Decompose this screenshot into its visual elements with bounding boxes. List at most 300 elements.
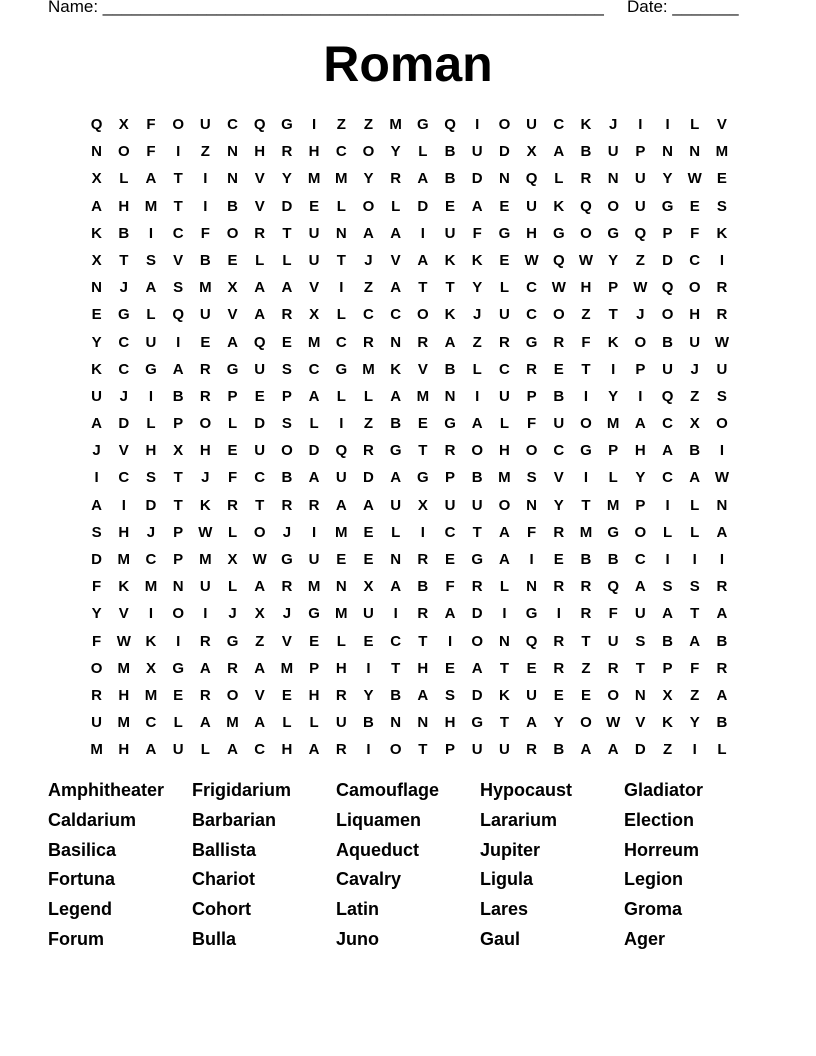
grid-letter: U bbox=[607, 632, 619, 650]
grid-letter: F bbox=[527, 523, 537, 541]
grid-row bbox=[83, 546, 736, 573]
grid-letter: F bbox=[146, 116, 156, 133]
grid-letter: A bbox=[634, 578, 646, 596]
grid-letter: U bbox=[716, 360, 728, 378]
grid-letter: R bbox=[227, 496, 238, 514]
grid-letter: J bbox=[282, 605, 292, 623]
grid-row bbox=[83, 247, 736, 274]
grid-letter: Z bbox=[690, 387, 700, 405]
grid-letter: D bbox=[308, 442, 320, 460]
grid-letter: X bbox=[173, 442, 184, 460]
grid-letter: V bbox=[417, 360, 428, 378]
grid-letter: I bbox=[94, 469, 99, 487]
word-bank-word: Hypocaust bbox=[480, 780, 573, 800]
grid-row bbox=[83, 138, 736, 165]
grid-letter: R bbox=[281, 306, 293, 324]
grid-letter: T bbox=[173, 496, 183, 514]
grid-letter: C bbox=[118, 333, 130, 351]
grid-letter: P bbox=[662, 224, 673, 242]
grid-letter: I bbox=[176, 632, 181, 650]
grid-letter: B bbox=[580, 551, 592, 568]
grid-letter: L bbox=[363, 387, 374, 405]
grid-letter: Y bbox=[390, 143, 401, 161]
grid-letter: T bbox=[445, 279, 455, 297]
grid-letter: Q bbox=[634, 224, 647, 242]
grid-letter: S bbox=[145, 251, 156, 269]
grid-letter: G bbox=[145, 360, 157, 378]
grid-letter: A bbox=[199, 714, 211, 732]
grid-row bbox=[83, 165, 736, 192]
grid-letter: L bbox=[227, 578, 238, 596]
grid-letter: Q bbox=[525, 170, 538, 188]
grid-letter: G bbox=[226, 632, 239, 650]
grid-letter: B bbox=[662, 632, 673, 650]
grid-letter: O bbox=[389, 741, 402, 759]
word-bank-word: Forum bbox=[48, 928, 104, 949]
grid-letter: O bbox=[634, 333, 647, 351]
grid-letter: F bbox=[690, 659, 700, 677]
grid-letter: E bbox=[227, 442, 238, 460]
grid-letter: I bbox=[692, 741, 697, 759]
grid-letter: J bbox=[146, 523, 156, 541]
grid-letter: A bbox=[91, 496, 103, 514]
grid-letter: X bbox=[417, 496, 428, 514]
grid-letter: M bbox=[226, 714, 239, 732]
grid-letter: O bbox=[661, 306, 674, 324]
grid-letter: A bbox=[254, 714, 266, 732]
grid-letter: I bbox=[447, 632, 453, 650]
grid-letter: R bbox=[526, 741, 538, 759]
grid-letter: P bbox=[173, 523, 184, 541]
grid-letter: I bbox=[366, 659, 371, 677]
grid-letter: L bbox=[336, 197, 346, 215]
grid-letter: R bbox=[281, 143, 293, 161]
grid-letter: T bbox=[418, 741, 428, 759]
grid-letter: L bbox=[717, 741, 727, 759]
grid-letter: M bbox=[416, 387, 430, 405]
grid-letter: V bbox=[118, 442, 129, 460]
grid-letter: J bbox=[228, 605, 237, 623]
grid-letter: K bbox=[471, 251, 483, 269]
grid-letter: U bbox=[689, 333, 701, 351]
word-bank-word: Legion bbox=[624, 869, 683, 890]
grid-letter: S bbox=[716, 387, 727, 405]
grid-letter: T bbox=[635, 659, 645, 677]
grid-letter: C bbox=[526, 279, 538, 297]
grid-letter: U bbox=[444, 496, 456, 514]
grid-letter: O bbox=[362, 143, 375, 161]
word-bank-word: Aqueduct bbox=[336, 839, 419, 860]
grid-letter: U bbox=[553, 415, 565, 433]
grid-letter: H bbox=[118, 197, 130, 215]
grid-letter: L bbox=[282, 714, 292, 732]
grid-letter: L bbox=[309, 714, 319, 732]
grid-row bbox=[83, 464, 736, 491]
grid-letter: K bbox=[199, 496, 211, 514]
grid-letter: Y bbox=[662, 170, 673, 188]
grid-letter: R bbox=[716, 578, 728, 596]
grid-letter: A bbox=[662, 605, 673, 623]
grid-letter: D bbox=[634, 741, 646, 759]
grid-letter: A bbox=[471, 415, 483, 433]
grid-letter: O bbox=[417, 306, 429, 324]
word-bank-word: Ligula bbox=[480, 869, 533, 890]
grid-letter: G bbox=[498, 224, 511, 242]
grid-letter: A bbox=[390, 224, 402, 242]
grid-letter: T bbox=[581, 496, 591, 514]
grid-letter: M bbox=[715, 143, 729, 161]
grid-letter: A bbox=[254, 578, 266, 596]
grid-letter: A bbox=[390, 387, 402, 405]
grid-letter: L bbox=[690, 116, 700, 133]
grid-letter: F bbox=[146, 143, 156, 161]
grid-letter: A bbox=[716, 605, 728, 623]
grid-letter: U bbox=[662, 360, 673, 378]
grid-letter: M bbox=[362, 360, 375, 378]
grid-letter: L bbox=[499, 578, 509, 596]
grid-letter: U bbox=[471, 496, 483, 514]
word-bank-column bbox=[624, 779, 768, 958]
grid-letter: O bbox=[281, 442, 293, 460]
grid-letter: U bbox=[444, 224, 456, 242]
grid-letter: M bbox=[606, 415, 620, 433]
word-bank-word: Caldarium bbox=[48, 809, 137, 830]
grid-letter: U bbox=[607, 143, 619, 161]
grid-letter: U bbox=[254, 442, 266, 460]
grid-letter: P bbox=[635, 496, 646, 514]
grid-letter: W bbox=[714, 333, 729, 351]
grid-letter: B bbox=[580, 143, 592, 161]
grid-letter: A bbox=[227, 741, 238, 759]
grid-letter: O bbox=[172, 605, 184, 623]
grid-letter: T bbox=[608, 306, 618, 324]
grid-letter: P bbox=[662, 659, 673, 677]
grid-letter: K bbox=[390, 360, 402, 378]
grid-letter: A bbox=[417, 251, 429, 269]
grid-letter: U bbox=[634, 197, 646, 215]
grid-letter: B bbox=[281, 469, 293, 487]
grid-letter: C bbox=[254, 741, 266, 759]
grid-letter: L bbox=[391, 197, 401, 215]
grid-letter: I bbox=[583, 469, 589, 487]
grid-letter: L bbox=[227, 415, 238, 433]
grid-letter: C bbox=[662, 469, 673, 487]
grid-letter: E bbox=[417, 415, 428, 433]
grid-letter: O bbox=[117, 143, 130, 161]
grid-letter: T bbox=[173, 197, 183, 215]
grid-letter: H bbox=[444, 714, 456, 732]
grid-letter: A bbox=[172, 360, 184, 378]
grid-letter: P bbox=[608, 442, 619, 460]
grid-letter: I bbox=[176, 333, 181, 351]
grid-letter: Q bbox=[335, 442, 348, 460]
grid-letter: I bbox=[203, 605, 208, 623]
grid-letter: E bbox=[526, 659, 537, 677]
grid-letter: V bbox=[281, 632, 292, 650]
grid-letter: R bbox=[607, 659, 619, 677]
grid-letter: H bbox=[254, 143, 266, 161]
grid-letter: B bbox=[553, 741, 565, 759]
grid-letter: L bbox=[499, 279, 509, 297]
grid-letter: R bbox=[716, 306, 728, 324]
grid-row bbox=[83, 736, 736, 763]
grid-letter: U bbox=[308, 251, 320, 269]
grid-letter: U bbox=[498, 741, 510, 759]
word-bank-word: Bulla bbox=[192, 928, 237, 949]
word-bank-word: Legend bbox=[48, 899, 113, 920]
grid-letter: O bbox=[498, 496, 511, 514]
grid-letter: A bbox=[498, 523, 510, 541]
grid-letter: E bbox=[499, 197, 510, 215]
grid-letter: M bbox=[579, 523, 593, 541]
grid-letter: G bbox=[335, 360, 348, 378]
grid-row bbox=[83, 682, 736, 709]
grid-letter: V bbox=[173, 251, 184, 269]
grid-letter: X bbox=[689, 415, 700, 433]
grid-letter: N bbox=[498, 170, 510, 188]
grid-letter: G bbox=[444, 415, 456, 433]
grid-letter: U bbox=[199, 578, 211, 596]
grid-letter: C bbox=[118, 469, 130, 487]
grid-letter: X bbox=[91, 170, 102, 188]
grid-letter: O bbox=[580, 415, 592, 433]
grid-letter: L bbox=[662, 523, 673, 541]
grid-letter: I bbox=[611, 360, 616, 378]
grid-letter: L bbox=[282, 251, 292, 269]
grid-letter: A bbox=[254, 279, 266, 297]
grid-letter: L bbox=[472, 360, 482, 378]
grid-letter: U bbox=[335, 469, 347, 487]
grid-letter: S bbox=[281, 415, 292, 433]
grid-letter: M bbox=[335, 170, 348, 188]
grid-letter: H bbox=[281, 741, 293, 759]
grid-letter: U bbox=[91, 714, 103, 732]
grid-letter: Q bbox=[172, 306, 184, 324]
grid-letter: E bbox=[445, 551, 456, 568]
grid-letter: Q bbox=[661, 279, 674, 297]
grid-letter: C bbox=[553, 116, 565, 133]
grid-letter: U bbox=[308, 224, 320, 242]
grid-letter: U bbox=[526, 116, 538, 133]
grid-letter: H bbox=[308, 143, 320, 161]
grid-letter: I bbox=[366, 741, 371, 759]
grid-letter: I bbox=[148, 387, 154, 405]
grid-letter: H bbox=[498, 442, 510, 460]
grid-letter: Q bbox=[580, 197, 592, 215]
page-title: Roman bbox=[323, 36, 493, 92]
grid-letter: E bbox=[281, 333, 292, 351]
grid-letter: Y bbox=[608, 251, 619, 269]
grid-letter: G bbox=[552, 224, 565, 242]
grid-letter: Z bbox=[635, 251, 645, 269]
grid-letter: S bbox=[526, 469, 537, 487]
grid-letter: C bbox=[634, 551, 646, 568]
grid-letter: X bbox=[227, 551, 238, 568]
grid-letter: A bbox=[199, 659, 211, 677]
word-bank-word: Amphitheater bbox=[48, 780, 165, 800]
grid-letter: M bbox=[117, 714, 131, 732]
grid-letter: J bbox=[364, 251, 373, 269]
grid-letter: I bbox=[583, 387, 589, 405]
grid-letter: A bbox=[281, 279, 293, 297]
grid-row bbox=[83, 573, 736, 600]
grid-letter: U bbox=[471, 143, 483, 161]
grid-letter: K bbox=[145, 632, 157, 650]
grid-letter: A bbox=[716, 686, 728, 704]
grid-letter: W bbox=[198, 523, 213, 541]
grid-letter: C bbox=[308, 360, 320, 378]
grid-letter: V bbox=[227, 306, 238, 324]
grid-letter: N bbox=[91, 279, 103, 297]
grid-letter: E bbox=[309, 632, 320, 650]
grid-letter: R bbox=[281, 496, 293, 514]
grid-letter: N bbox=[227, 170, 238, 188]
grid-letter: F bbox=[527, 415, 537, 433]
grid-letter: D bbox=[118, 415, 130, 433]
grid-letter: O bbox=[226, 686, 239, 704]
grid-letter: O bbox=[525, 442, 538, 460]
grid-letter: Y bbox=[363, 170, 374, 188]
grid-letter: A bbox=[308, 387, 320, 405]
grid-letter: L bbox=[499, 415, 509, 433]
grid-letter: Z bbox=[662, 741, 673, 759]
grid-letter: I bbox=[475, 116, 480, 133]
grid-letter: S bbox=[716, 197, 727, 215]
grid-letter: T bbox=[173, 170, 183, 188]
grid-letter: N bbox=[662, 143, 673, 161]
grid-letter: H bbox=[308, 686, 320, 704]
grid-letter: S bbox=[145, 469, 156, 487]
grid-letter: O bbox=[226, 224, 239, 242]
grid-letter: J bbox=[636, 306, 645, 324]
grid-letter: N bbox=[91, 143, 103, 161]
word-bank-word: Fortuna bbox=[48, 869, 115, 890]
grid-row bbox=[83, 111, 736, 138]
grid-letter: H bbox=[634, 442, 646, 460]
grid-letter: V bbox=[118, 605, 129, 623]
grid-letter: G bbox=[417, 116, 429, 133]
grid-letter: B bbox=[471, 469, 483, 487]
grid-letter: Q bbox=[525, 632, 538, 650]
grid-letter: E bbox=[716, 170, 727, 188]
grid-row bbox=[83, 600, 736, 627]
grid-letter: U bbox=[91, 387, 103, 405]
grid-letter: V bbox=[254, 686, 265, 704]
grid-letter: X bbox=[662, 686, 673, 704]
grid-letter: R bbox=[444, 442, 456, 460]
grid-letter: O bbox=[253, 523, 266, 541]
grid-letter: X bbox=[227, 279, 238, 297]
grid-letter: N bbox=[390, 333, 402, 351]
grid-letter: J bbox=[608, 116, 618, 133]
grid-letter: W bbox=[551, 279, 566, 297]
grid-letter: I bbox=[665, 551, 670, 568]
grid-letter: R bbox=[417, 551, 429, 568]
grid-letter: G bbox=[172, 659, 184, 677]
grid-letter: L bbox=[690, 523, 700, 541]
grid-letter: A bbox=[363, 496, 374, 514]
grid-letter: E bbox=[363, 523, 374, 541]
grid-letter: O bbox=[90, 659, 103, 677]
grid-letter: Q bbox=[253, 333, 266, 351]
grid-letter: V bbox=[309, 279, 320, 297]
grid-letter: R bbox=[580, 170, 592, 188]
grid-letter: H bbox=[417, 659, 429, 677]
grid-letter: Z bbox=[581, 306, 591, 324]
grid-letter: I bbox=[665, 496, 670, 514]
grid-letter: H bbox=[526, 224, 538, 242]
grid-letter: Q bbox=[90, 116, 103, 133]
grid-letter: V bbox=[553, 469, 564, 487]
grid-letter: G bbox=[281, 116, 293, 133]
grid-letter: Z bbox=[255, 632, 265, 650]
grid-letter: R bbox=[498, 333, 510, 351]
grid-letter: E bbox=[553, 686, 564, 704]
grid-letter: R bbox=[254, 224, 266, 242]
grid-letter: I bbox=[556, 605, 561, 623]
grid-letter: R bbox=[199, 387, 211, 405]
grid-letter: P bbox=[526, 387, 537, 405]
grid-letter: N bbox=[498, 632, 510, 650]
grid-letter: M bbox=[144, 197, 158, 215]
word-bank-word: Barbarian bbox=[192, 809, 277, 830]
grid-letter: H bbox=[335, 659, 347, 677]
grid-letter: Z bbox=[336, 116, 346, 133]
grid-letter: V bbox=[716, 116, 727, 133]
grid-letter: K bbox=[716, 224, 728, 242]
grid-letter: T bbox=[282, 224, 292, 242]
grid-letter: R bbox=[553, 659, 565, 677]
grid-letter: G bbox=[117, 306, 130, 324]
grid-letter: B bbox=[390, 415, 402, 433]
grid-letter: B bbox=[172, 387, 184, 405]
grid-letter: U bbox=[634, 170, 646, 188]
grid-letter: F bbox=[608, 605, 618, 623]
grid-letter: R bbox=[363, 442, 374, 460]
grid-letter: W bbox=[252, 551, 267, 568]
grid-letter: C bbox=[553, 442, 565, 460]
grid-letter: L bbox=[227, 523, 238, 541]
grid-letter: U bbox=[145, 333, 157, 351]
grid-letter: A bbox=[526, 714, 538, 732]
grid-letter: F bbox=[472, 224, 482, 242]
grid-letter: I bbox=[719, 551, 724, 568]
grid-letter: G bbox=[308, 605, 320, 623]
grid-letter: R bbox=[335, 741, 347, 759]
word-bank-column bbox=[192, 779, 336, 958]
grid-letter: A bbox=[145, 279, 157, 297]
grid-letter: K bbox=[444, 306, 456, 324]
grid-letter: C bbox=[498, 360, 510, 378]
grid-letter: D bbox=[471, 170, 483, 188]
grid-letter: A bbox=[580, 741, 592, 759]
word-bank-word: Gaul bbox=[480, 928, 521, 949]
grid-letter: G bbox=[417, 469, 429, 487]
grid-letter: C bbox=[390, 632, 402, 650]
grid-letter: P bbox=[445, 469, 456, 487]
word-bank-word: Lararium bbox=[480, 809, 558, 830]
grid-letter: W bbox=[524, 251, 539, 269]
word-bank-word: Ballista bbox=[192, 839, 257, 860]
grid-letter: S bbox=[662, 578, 673, 596]
grid-letter: E bbox=[200, 333, 211, 351]
grid-letter: M bbox=[606, 496, 620, 514]
word-bank bbox=[48, 779, 768, 958]
grid-letter: G bbox=[607, 224, 619, 242]
grid-letter: E bbox=[553, 551, 564, 568]
grid-letter: O bbox=[580, 224, 592, 242]
grid-row bbox=[83, 437, 736, 464]
